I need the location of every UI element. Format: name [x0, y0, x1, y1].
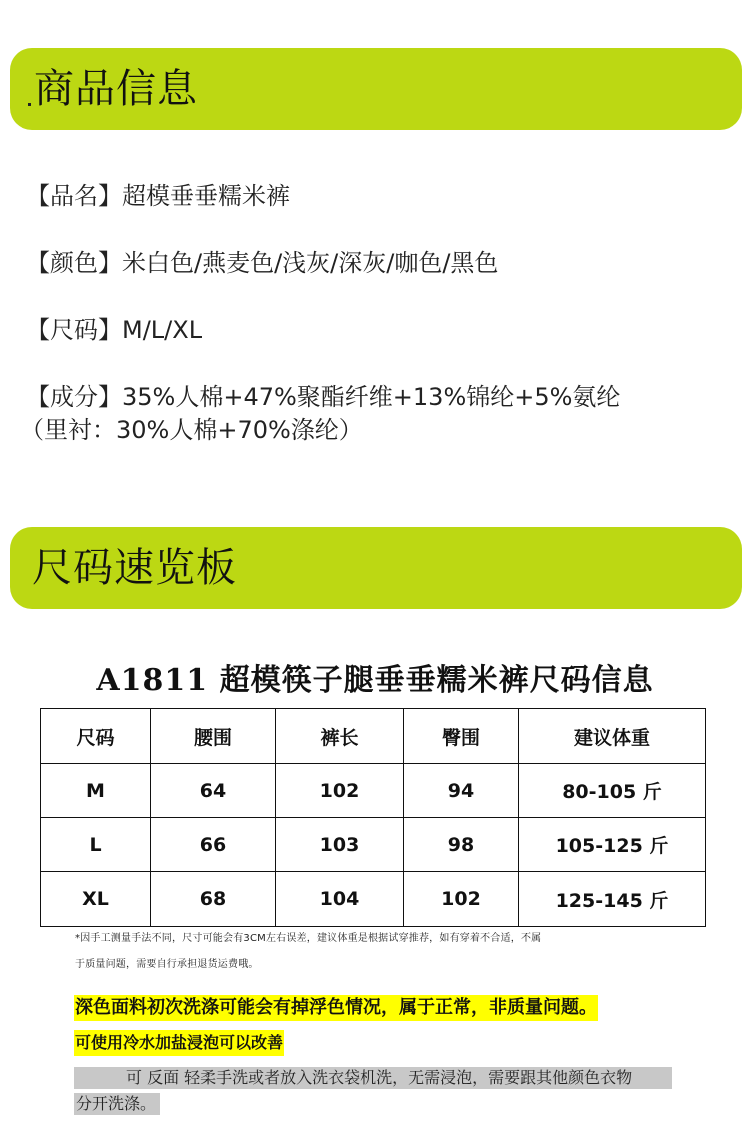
info-composition: 【成分】35%人棉+47%聚酯纤维+13%锦纶+5%氨纶 — [26, 383, 621, 411]
table-row — [41, 818, 706, 872]
table-cell: 105-125 斤 — [519, 818, 706, 872]
table-cell: M — [41, 764, 151, 818]
header-cell: 裤长 — [276, 709, 404, 764]
size-table-title: A1811 超模筷子腿垂垂糯米裤尺码信息 — [96, 663, 654, 698]
wash-instruction-line-1: 可 反面 轻柔手洗或者放入洗衣袋机洗，无需浸泡，需要跟其他颜色衣物 — [74, 1067, 672, 1089]
table-cell: 103 — [276, 818, 404, 872]
header-cell: 尺码 — [41, 709, 151, 764]
table-cell: 104 — [276, 872, 404, 927]
table-row — [41, 872, 706, 927]
wash-instruction-line-2: 分开洗涤。 — [74, 1093, 160, 1115]
highlight-notice-2: 可使用冷水加盐浸泡可以改善 — [74, 1030, 284, 1056]
table-cell: 80-105 斤 — [519, 764, 706, 818]
table-cell: XL — [41, 872, 151, 927]
table-cell: L — [41, 818, 151, 872]
table-cell: 125-145 斤 — [519, 872, 706, 927]
section-banner-product-info — [10, 48, 742, 130]
table-row — [41, 764, 706, 818]
info-size: 【尺码】M/L/XL — [26, 316, 203, 344]
highlight-notice-1: 深色面料初次洗涤可能会有掉浮色情况，属于正常，非质量问题。 — [74, 995, 598, 1021]
section-title: 尺码速览板 — [32, 545, 237, 591]
info-name: 【品名】超模垂垂糯米裤 — [26, 182, 290, 210]
disclaimer-line-2: 于质量问题，需要自行承担退货运费哦。 — [75, 959, 259, 970]
header-cell: 腰围 — [151, 709, 276, 764]
info-lining: （里衬：30%人棉+70%涤纶） — [20, 416, 363, 444]
table-cell: 66 — [151, 818, 276, 872]
table-header-row — [41, 709, 706, 764]
table-cell: 102 — [404, 872, 519, 927]
section-title: 商品信息 — [34, 66, 198, 112]
disclaimer-line-1: *因手工测量手法不同，尺寸可能会有3CM左右误差，建议体重是根据试穿推荐，如有穿着不合适，不属 — [75, 933, 542, 944]
size-table — [40, 708, 706, 927]
info-color: 【颜色】米白色/燕麦色/浅灰/深灰/咖色/黑色 — [26, 249, 499, 277]
section-banner-size-chart — [10, 527, 742, 609]
header-cell: 臀围 — [404, 709, 519, 764]
decorative-dot — [28, 103, 31, 106]
table-cell: 68 — [151, 872, 276, 927]
table-cell: 102 — [276, 764, 404, 818]
table-cell: 64 — [151, 764, 276, 818]
table-cell: 94 — [404, 764, 519, 818]
header-cell: 建议体重 — [519, 709, 706, 764]
table-cell: 98 — [404, 818, 519, 872]
